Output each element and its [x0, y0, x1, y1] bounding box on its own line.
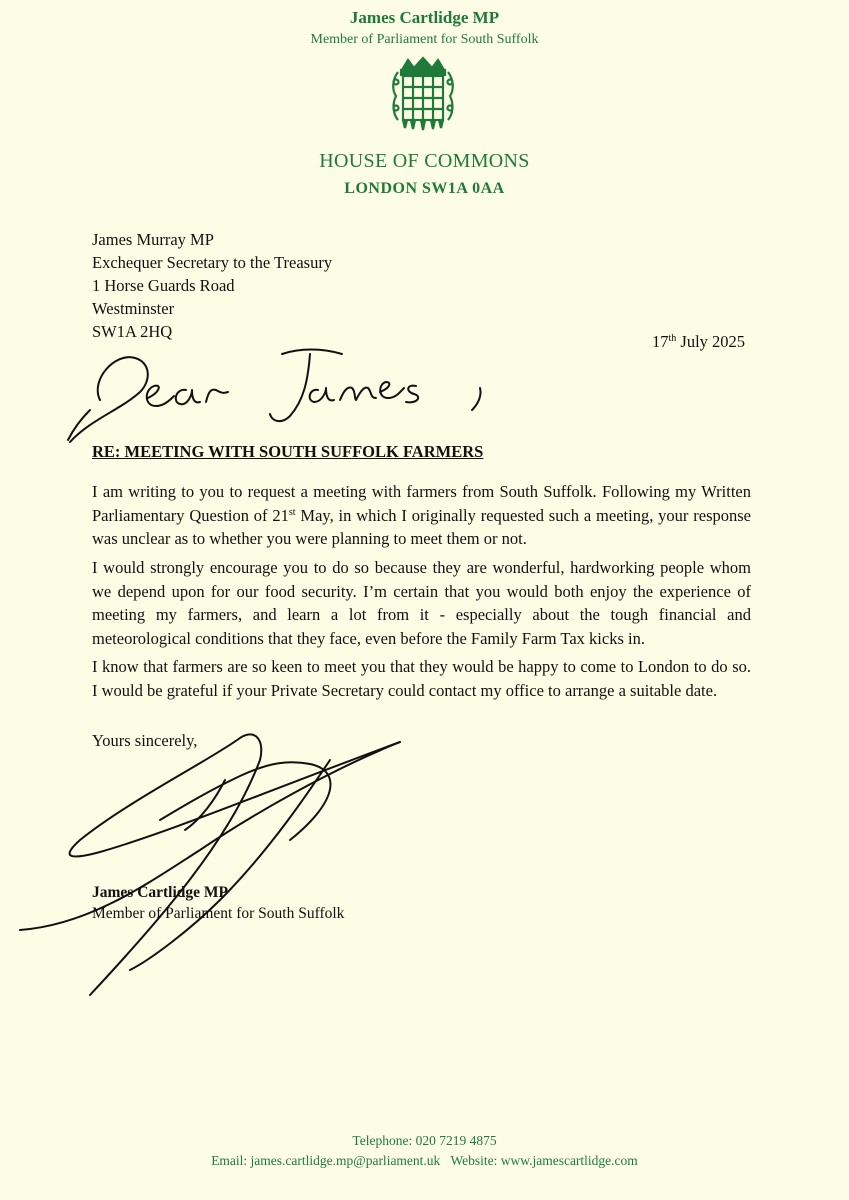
recipient-name: James Murray MP [92, 230, 214, 249]
body-paragraph-2: I would strongly encourage you to do so because they are wonderful, hardworking people whom we depend upon for our food security. I’m certain that you would both enjoy the experience of meeting my farmers, and learn a lot from it - especially about the tough financial and meteorological conditions that they face, even before the Family Farm Tax kicks in. [92, 558, 751, 648]
date-day: 17 [652, 332, 669, 351]
recipient-area: Westminster [92, 299, 175, 318]
handwritten-signature [10, 720, 430, 1010]
date-suffix: th [668, 333, 677, 344]
signatory-name: James Cartlidge MP [92, 884, 229, 901]
house-of-commons-heading: HOUSE OF COMMONS [319, 150, 530, 172]
footer-contact [0, 1153, 849, 1169]
recipient-title: Exchequer Secretary to the Treasury [92, 253, 333, 272]
letter-closing: Yours sincerely, [92, 731, 198, 750]
body-paragraph-1-sup: st [288, 506, 296, 518]
body-paragraph-3: I know that farmers are so keen to meet you that they would be happy to come to London to do so. I would be grateful if your Private Secretary could contact my office to arrange a suitable date. [92, 657, 751, 700]
body-paragraph-1-a: I am writing to you to request a meeting with farmers from South Suffolk. Following my Written Parliamentary Question of 21 [92, 482, 751, 525]
body-paragraph-1-b: May, in which I originally requested such a meeting, your response was unclear as to whether you were planning to meet them or not. [92, 505, 751, 548]
letter-subject: RE: MEETING WITH SOUTH SUFFOLK FARMERS [92, 442, 484, 461]
recipient-street: 1 Horse Guards Road [92, 276, 235, 295]
recipient-postcode: SW1A 2HQ [92, 322, 173, 341]
footer-telephone: Telephone: 020 7219 4875 [352, 1133, 497, 1148]
house-of-commons-address: LONDON SW1A 0AA [344, 180, 505, 197]
footer-website[interactable]: Website: www.jamescartlidge.com [450, 1153, 638, 1168]
letterhead-mp-name: James Cartlidge MP [349, 8, 500, 27]
letterhead-mp-role: Member of Parliament for South Suffolk [310, 32, 539, 47]
body-paragraph-1 [92, 480, 751, 551]
portcullis-icon [388, 56, 458, 132]
footer-email[interactable]: Email: james.cartlidge.mp@parliament.uk [211, 1153, 441, 1168]
handwritten-salutation [60, 340, 500, 450]
recipient-address [92, 228, 332, 343]
date-rest: July 2025 [680, 332, 746, 351]
letter-date [652, 332, 745, 352]
signatory-role: Member of Parliament for South Suffolk [92, 905, 345, 922]
